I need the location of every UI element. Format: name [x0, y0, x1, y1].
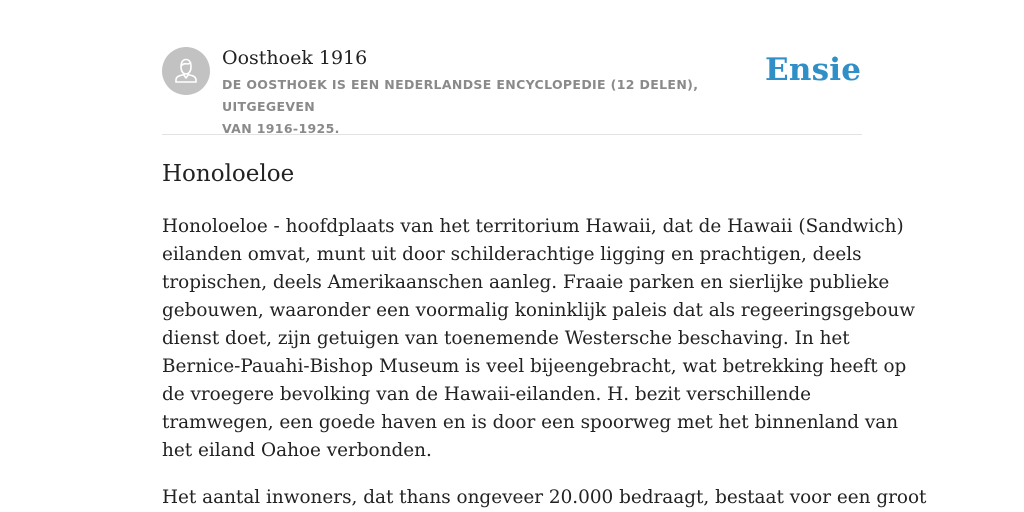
paragraph-line: tropischen, deels Amerikaanschen aanleg. Fraaie parken en sierlijke publieke — [162, 272, 890, 293]
paragraph-line: het eiland Oahoe verbonden. — [162, 440, 432, 461]
source-info — [222, 46, 762, 140]
page-container — [162, 0, 927, 508]
source-avatar[interactable] — [162, 47, 210, 95]
source-title[interactable]: Oosthoek 1916 — [222, 47, 368, 69]
paragraph-line: tramwegen, een goede haven en is door een spoorweg met het binnenland van — [162, 412, 899, 433]
entry-body — [162, 213, 927, 512]
ensie-logo-link[interactable]: Ensie — [765, 52, 862, 88]
entry-paragraph — [162, 484, 927, 512]
paragraph-line: de vroegere bevolking van de Hawaii-eilanden. H. bezit verschillende — [162, 384, 812, 405]
paragraph-line: gebouwen, waaronder een voormalig koninklijk paleis dat als regeeringsgebouw — [162, 300, 915, 321]
paragraph-line: eilanden omvat, munt uit door schilderachtige ligging en prachtigen, deels — [162, 244, 862, 265]
paragraph-line: Honoloeloe - hoofdplaats van het territorium Hawaii, dat de Hawaii (Sandwich) — [162, 216, 904, 237]
source-description-line: DE OOSTHOEK IS EEN NEDERLANDSE ENCYCLOPEDIE (12 DELEN), UITGEGEVEN — [222, 77, 699, 114]
paragraph-line: Bernice-Pauahi-Bishop Museum is veel bijeengebracht, wat betrekking heeft op — [162, 356, 907, 377]
source-description-line: VAN 1916-1925. — [222, 121, 340, 136]
user-placeholder-icon — [162, 47, 210, 95]
source-description — [222, 74, 762, 140]
entry-title: Honoloeloe — [162, 161, 295, 187]
source-header — [162, 0, 862, 135]
entry-paragraph — [162, 213, 915, 465]
paragraph-line: Het aantal inwoners, dat thans ongeveer 20.000 bedraagt, bestaat voor een groot — [162, 487, 927, 508]
paragraph-line: dienst doet, zijn getuigen van toenemende Westersche beschaving. In het — [162, 328, 850, 349]
